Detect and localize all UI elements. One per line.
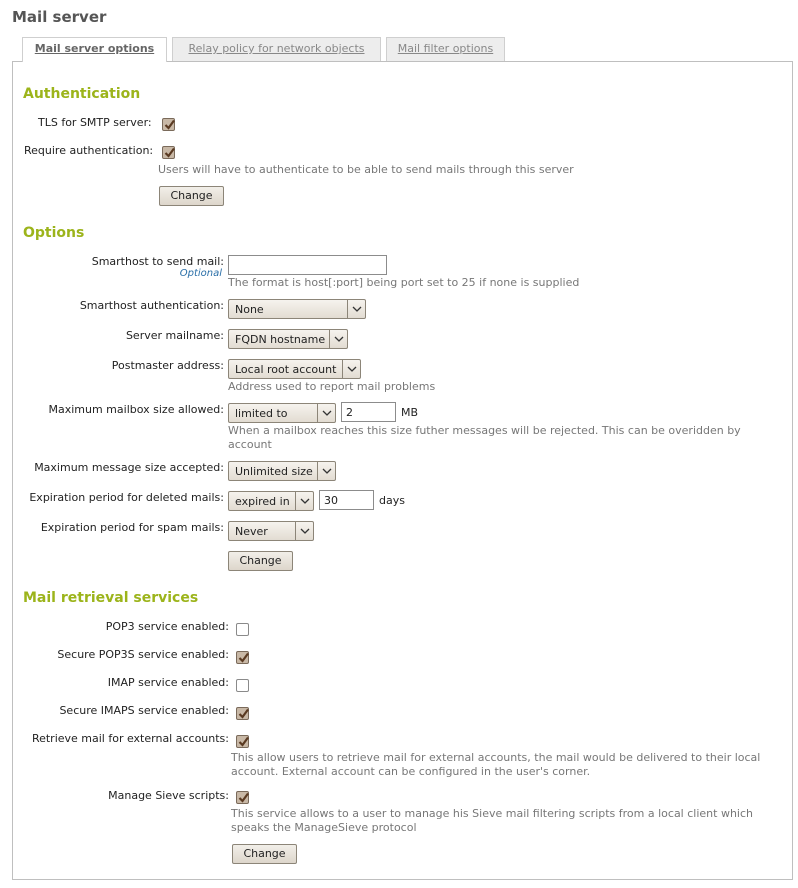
options-change-button[interactable]: Change (228, 551, 293, 571)
postmaster-select[interactable] (228, 359, 361, 379)
max-mailbox-size-input[interactable] (341, 402, 396, 422)
tab-label: Mail server options (34, 42, 155, 55)
page-title: Mail server (12, 8, 107, 26)
select-value: Local root account (235, 363, 337, 376)
expiration-spam-select[interactable] (228, 521, 314, 541)
pop3s-checkbox[interactable] (236, 651, 249, 664)
select-value: limited to (235, 407, 288, 420)
tab-mail-server-options[interactable] (22, 37, 167, 62)
smarthost-label: Smarthost to send mail: (91, 255, 224, 268)
postmaster-help: Address used to report mail problems (228, 380, 436, 393)
checkmark-icon (237, 707, 250, 720)
chevron-down-icon (342, 360, 360, 378)
max-message-select[interactable] (228, 461, 336, 481)
require-auth-label: Require authentication: (24, 144, 154, 157)
tab-mail-filter-options[interactable] (386, 37, 505, 61)
auth-change-button[interactable]: Change (159, 186, 224, 206)
imap-label: IMAP service enabled: (107, 676, 229, 689)
select-value: expired in (235, 495, 290, 508)
tab-label: Relay policy for network objects (188, 42, 365, 55)
sieve-help: This service allows to a user to manage his Sieve mail filtering scripts from a local client which speaks the ManageSieve protocol (231, 807, 753, 834)
select-value: FQDN hostname (235, 333, 326, 346)
checkmark-icon (237, 651, 250, 664)
section-title-authentication: Authentication (23, 86, 141, 102)
checkmark-icon (163, 146, 176, 159)
checkmark-icon (237, 735, 250, 748)
chevron-down-icon (317, 404, 335, 422)
max-mailbox-help: When a mailbox reaches this size futher messages will be rejected. This can be overidden by account (228, 424, 741, 451)
checkmark-icon (237, 791, 250, 804)
checkmark-icon (163, 118, 176, 131)
tab-relay-policy[interactable] (172, 37, 381, 61)
imaps-checkbox[interactable] (236, 707, 249, 720)
tls-checkbox[interactable] (162, 118, 175, 131)
smarthost-auth-label: Smarthost authentication: (79, 299, 224, 312)
retrieval-change-button[interactable]: Change (232, 844, 297, 864)
smarthost-input[interactable] (228, 255, 387, 275)
section-title-mail-retrieval: Mail retrieval services (23, 590, 199, 606)
expiration-deleted-unit: days (379, 494, 405, 507)
external-accounts-label: Retrieve mail for external accounts: (31, 732, 229, 745)
pop3s-label: Secure POP3S service enabled: (57, 648, 229, 661)
pop3-label: POP3 service enabled: (105, 620, 229, 633)
server-mailname-label: Server mailname: (125, 329, 224, 342)
external-accounts-checkbox[interactable] (236, 735, 249, 748)
chevron-down-icon (295, 522, 313, 540)
max-mailbox-unit: MB (401, 406, 419, 419)
require-auth-help: Users will have to authenticate to be able to send mails through this server (158, 163, 574, 176)
max-mailbox-label: Maximum mailbox size allowed: (48, 403, 224, 416)
imaps-label: Secure IMAPS service enabled: (59, 704, 229, 717)
section-title-options: Options (23, 225, 85, 241)
chevron-down-icon (329, 330, 347, 348)
tab-label: Mail filter options (397, 42, 494, 55)
expiration-deleted-mode-select[interactable] (228, 491, 314, 511)
select-value: Never (235, 525, 268, 538)
expiration-deleted-days-input[interactable] (319, 490, 374, 510)
chevron-down-icon (295, 492, 313, 510)
pop3-checkbox[interactable] (236, 623, 249, 636)
sieve-label: Manage Sieve scripts: (108, 789, 229, 802)
smarthost-optional-hint: Optional (179, 268, 222, 279)
expiration-spam-label: Expiration period for spam mails: (40, 521, 224, 534)
server-mailname-select[interactable] (228, 329, 348, 349)
smarthost-help: The format is host[:port] being port set to 25 if none is supplied (228, 276, 580, 289)
max-mailbox-mode-select[interactable] (228, 403, 336, 423)
sieve-checkbox[interactable] (236, 791, 249, 804)
max-message-label: Maximum message size accepted: (34, 461, 224, 474)
external-accounts-help: This allow users to retrieve mail for external accounts, the mail would be delivered to their local account. External account can be configured in the user's corner. (231, 751, 761, 778)
select-value: None (235, 303, 264, 316)
select-value: Unlimited size (235, 465, 313, 478)
imap-checkbox[interactable] (236, 679, 249, 692)
tls-label: TLS for SMTP server: (38, 116, 152, 129)
smarthost-auth-select[interactable] (228, 299, 366, 319)
require-auth-checkbox[interactable] (162, 146, 175, 159)
postmaster-label: Postmaster address: (111, 359, 224, 372)
chevron-down-icon (347, 300, 365, 318)
chevron-down-icon (317, 462, 335, 480)
expiration-deleted-label: Expiration period for deleted mails: (29, 491, 224, 504)
